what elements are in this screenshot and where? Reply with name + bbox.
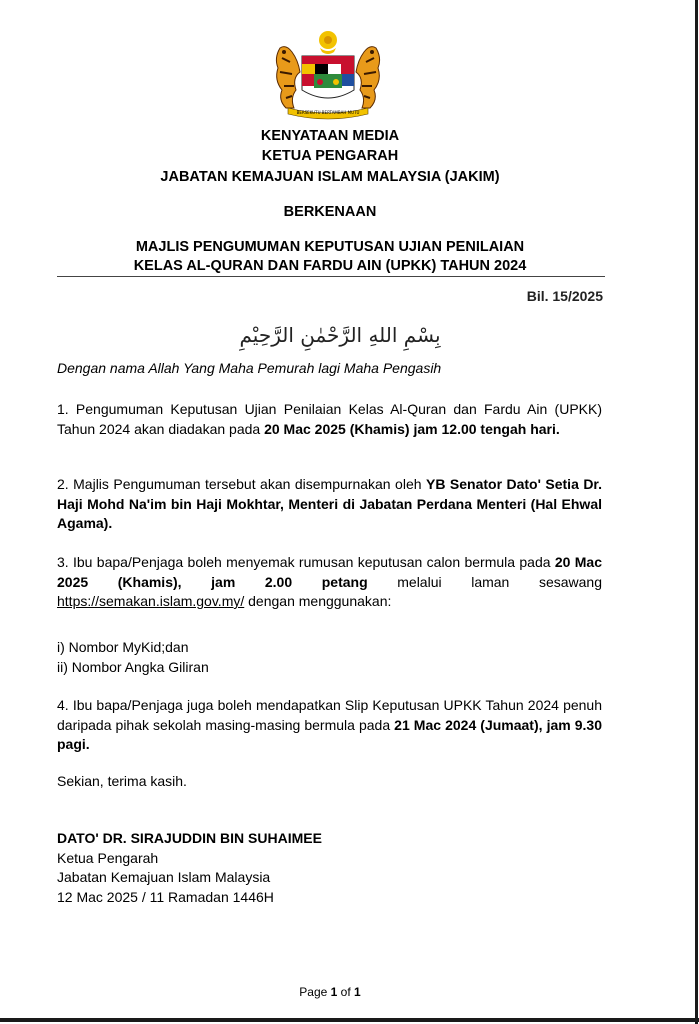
signatory-title: Ketua Pengarah (57, 849, 159, 866)
closing-remark: Sekian, terima kasih. (57, 773, 187, 789)
paragraph-3 (57, 553, 602, 612)
paragraph-4-text: 4. Ibu bapa/Penjaga juga boleh mendapatkan Slip Keputusan UPKK Tahun 2024 penuh daripada pihak sekolah masing-masing bermula pada (57, 697, 602, 733)
paragraph-2-text: 2. Majlis Pengumuman tersebut akan disempurnakan oleh (57, 476, 426, 492)
paragraph-3-text3: dengan menggunakan: (244, 593, 392, 609)
header-department: JABATAN KEMAJUAN ISLAM MALAYSIA (JAKIM) (160, 169, 500, 185)
statement-date: 12 Mac 2025 / 11 Ramadan 1446H (57, 888, 274, 905)
crest-left-tiger (276, 47, 300, 108)
paragraph-2 (57, 475, 602, 534)
header-subject-line1: MAJLIS PENGUMUMAN KEPUTUSAN UJIAN PENILAIAN (135, 239, 525, 255)
crest-right-tiger (356, 47, 380, 108)
list-item: i) Nombor MyKid;dan (57, 639, 189, 655)
footer-total-pages: 1 (354, 985, 361, 999)
paragraph-4 (57, 696, 602, 755)
header-regarding: BERKENAAN (283, 204, 377, 220)
greeting: Dengan nama Allah Yang Maha Pemurah lagi Maha Pengasih (57, 360, 442, 376)
reference-number: Bil. 15/2025 (526, 288, 603, 304)
footer-of-word: of (340, 985, 351, 999)
crest-motto: BERSEKUTU BERTAMBAH MUTU (296, 110, 360, 115)
bismillah-calligraphy (239, 310, 441, 360)
signature-block (57, 829, 322, 907)
paragraph-1 (57, 400, 602, 439)
paragraph-1-text: 1. Pengumuman Keputusan Ujian Penilaian Kelas Al-Quran dan Fardu Ain (UPKK) Tahun 2024 akan diadakan pada (57, 401, 602, 437)
signatory-department: Jabatan Kemajuan Islam Malaysia (57, 869, 271, 885)
bismillah-text: بِسْمِ اللهِ الرَّحْمٰنِ الرَّحِيْمِ (239, 323, 441, 347)
crest-shield (302, 56, 354, 98)
header-director-general: KETUA PENGARAH (261, 148, 399, 164)
paragraph-2-bold: YB Senator Dato' Setia Dr. Haji Mohd Na'im bin Haji Mokhtar, Menteri di Jabatan Perdana Menteri (Hal Ehwal Agama). (57, 476, 602, 531)
page-footer (0, 985, 660, 999)
requirement-list (57, 638, 209, 677)
paragraph-3-text2: melalui laman sesawang (367, 573, 602, 590)
semakan-link[interactable]: https://semakan.islam.gov.my/ (57, 593, 245, 609)
signatory-name: DATO' DR. SIRAJUDDIN BIN SUHAIMEE (57, 830, 322, 846)
coat-of-arms-icon (268, 28, 388, 118)
page-border-bottom (0, 1018, 699, 1022)
header-subject-line2: KELAS AL-QURAN DAN FARDU AIN (UPKK) TAHUN 2024 (133, 258, 527, 274)
paragraph-1-bold: 20 Mac 2025 (Khamis) jam 12.00 tengah hari. (264, 420, 560, 437)
paragraph-3-text: 3. Ibu bapa/Penjaga boleh menyemak rumusan keputusan calon bermula pada (57, 554, 555, 570)
list-item: ii) Nombor Angka Giliran (57, 658, 209, 675)
paragraph-4-bold: 21 Mac 2024 (Jumaat), jam 9.30 pagi. (57, 716, 602, 752)
footer-page-word: Page (299, 985, 328, 999)
header-divider (57, 276, 605, 277)
crest-star (319, 31, 337, 54)
paragraph-3-bold: 20 Mac 2025 (Khamis), jam 2.00 petang (57, 554, 602, 590)
page-border-right (695, 0, 698, 1024)
footer-current-page: 1 (330, 985, 338, 999)
crest-ribbon (288, 108, 368, 119)
header-media-statement: KENYATAAN MEDIA (260, 128, 400, 144)
